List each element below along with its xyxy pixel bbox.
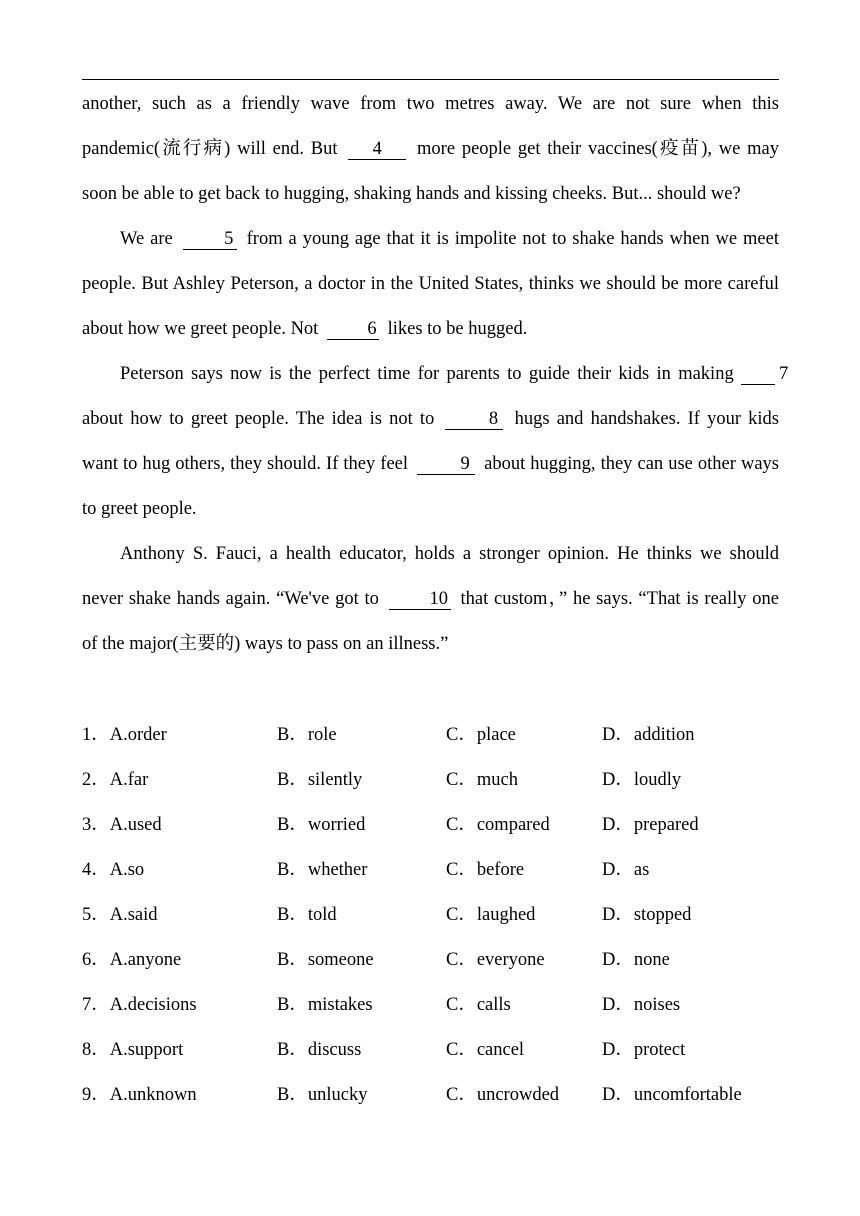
blank-10: 10 [389,590,451,610]
question-row [82,938,782,983]
question-row [82,893,782,938]
option-a: 7．A.decisions [82,995,197,1015]
passage-text: likes to be hugged. [387,319,528,339]
passage-text: about hugging, they can use other ways to greet people. [82,454,779,519]
option-d: D．loudly [602,770,682,790]
option-c: C．compared [446,815,550,835]
option-b: B．unlucky [277,1085,368,1105]
passage-text: from a young age that it is impolite not to shake hands when we meet people. But Ashley Peterson, a doctor in the United States, thinks we should be more careful about how we greet people. Not [82,229,779,339]
blank-5: 5 [183,230,237,250]
passage-text: about how to greet people. The idea is not to [82,409,435,429]
question-row [82,1073,782,1118]
passage-text: We are [120,229,173,249]
question-row [82,983,782,1028]
paragraph-3 [82,352,789,532]
question-row [82,803,782,848]
option-d: D．prepared [602,815,699,835]
option-d: D．addition [602,725,695,745]
answer-options [82,713,782,1118]
option-a: 4．A.so [82,860,145,880]
option-c: C．much [446,770,518,790]
option-b: B．role [277,725,337,745]
paragraph-4 [82,532,779,667]
passage-text: another, such as a friendly wave from two metres away. We are not sure when this pandemic(流行病) will end. But [82,94,779,159]
option-c: C．place [446,725,516,745]
option-c: C．everyone [446,950,545,970]
paragraph-1 [82,82,779,217]
blank-7: 7 [741,365,775,385]
option-c: C．cancel [446,1040,525,1060]
option-b: B．worried [277,815,366,835]
passage-text: Peterson says now is the perfect time for parents to guide their kids in making [120,364,734,384]
blank-6: 6 [327,320,379,340]
option-d: D．uncomfortable [602,1085,742,1105]
question-row [82,848,782,893]
option-b: B．told [277,905,337,925]
passage-text: hugs and handshakes. If your kids want to hug others, they should. If they feel [82,409,780,474]
passage-text: more people get their vaccines(疫苗), we may soon be able to get back to hugging, shaking hands and kissing cheeks. But... should we? [82,139,779,204]
option-a: 2．A.far [82,770,149,790]
passage [82,82,789,667]
option-a: 5．A.said [82,905,158,925]
option-c: C．before [446,860,525,880]
question-row [82,758,782,803]
option-c: C．calls [446,995,511,1015]
option-c: C．laughed [446,905,536,925]
option-a: 3．A.used [82,815,162,835]
option-d: D．noises [602,995,681,1015]
question-row [82,1028,782,1073]
option-a: 8．A.support [82,1040,184,1060]
blank-9: 9 [417,455,475,475]
blank-8: 8 [445,410,503,430]
option-d: D．as [602,860,650,880]
header-rule [82,79,779,80]
blank-4: 4 [348,140,406,160]
option-d: D．stopped [602,905,692,925]
option-c: C．uncrowded [446,1085,560,1105]
option-d: D．protect [602,1040,686,1060]
option-a: 1．A.order [82,725,167,745]
question-row [82,713,782,758]
option-b: B．silently [277,770,363,790]
option-b: B．mistakes [277,995,373,1015]
option-d: D．none [602,950,670,970]
option-a: 6．A.anyone [82,950,182,970]
option-b: B．discuss [277,1040,362,1060]
option-b: B．someone [277,950,374,970]
passage-text: Anthony S. Fauci, a health educator, holds a stronger opinion. He thinks we should never shake hands again. “We've got to [82,544,779,609]
option-b: B．whether [277,860,368,880]
paragraph-2 [82,217,779,352]
option-a: 9．A.unknown [82,1085,197,1105]
passage-text: that custom，” he says. “That is really one of the major(主要的) ways to pass on an illness.” [82,589,780,654]
